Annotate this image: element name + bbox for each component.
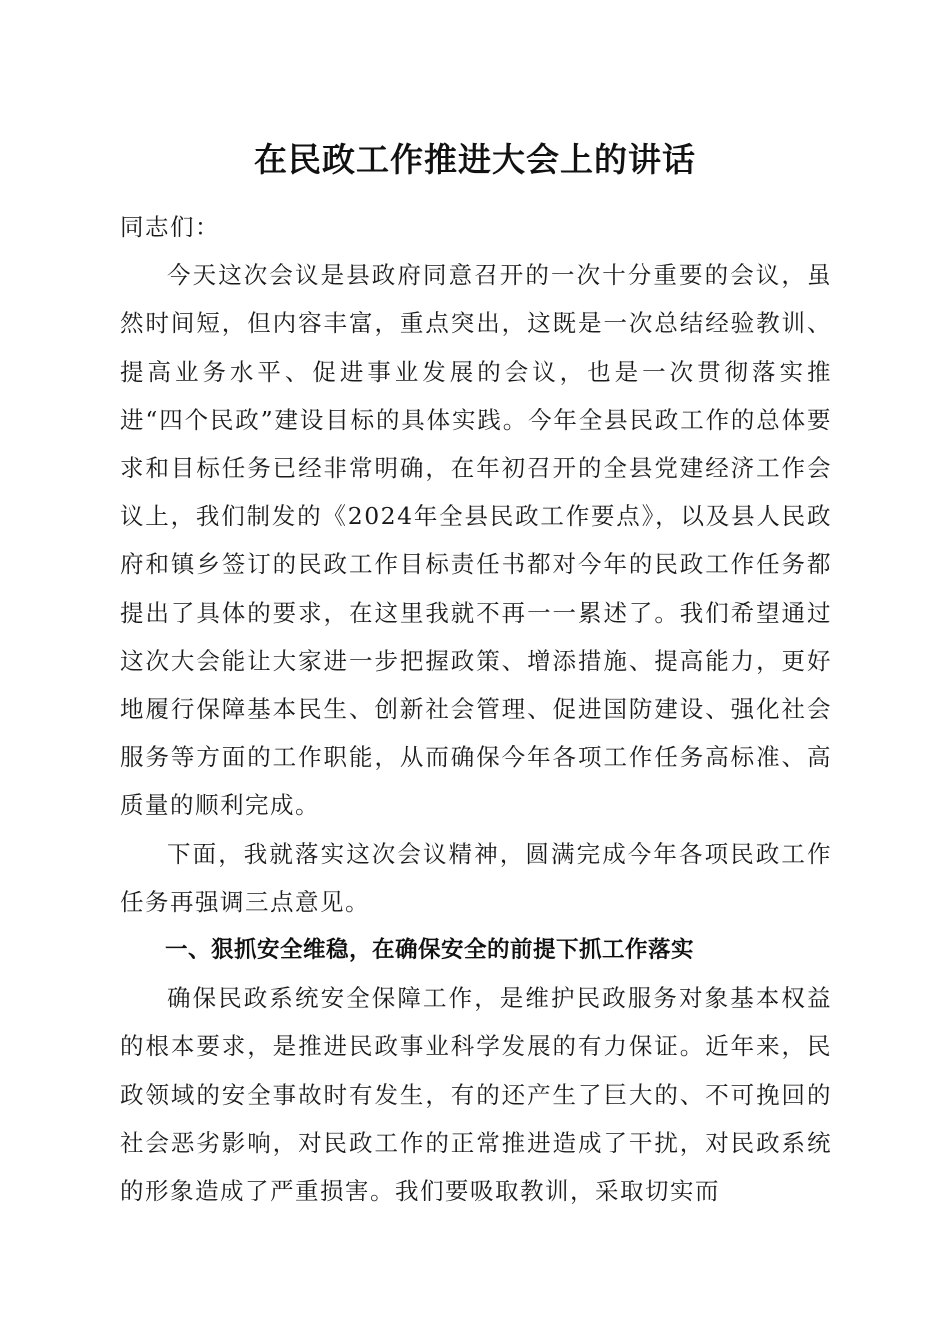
- paragraph-transition: 下面，我就落实这次会议精神，圆满完成今年各项民政工作任务再强调三点意见。: [120, 839, 832, 916]
- document-body: [120, 203, 832, 1215]
- document-title: 在民政工作推进大会上的讲话: [254, 140, 696, 179]
- section-1-paragraph: 确保民政系统安全保障工作，是维护民政服务对象基本权益的根本要求，是推进民政事业科学发展的有力保证。近年来，民政领域的安全事故时有发生，有的还产生了巨大的、不可挽回的社会恶劣影响，对民政工作的正常推进造成了干扰，对民政系统的形象造成了严重损害。我们要吸取教训，采取切实而: [120, 984, 832, 1206]
- salutation: 同志们：: [120, 213, 220, 241]
- section-heading-1: 一、狠抓安全维稳，在确保安全的前提下抓工作落实: [165, 937, 695, 964]
- paragraph-opening: 今天这次会议是县政府同意召开的一次十分重要的会议，虽然时间短，但内容丰富，重点突出，这既是一次总结经验教训、提高业务水平、促进事业发展的会议，也是一次贯彻落实推进“四个民政”建设目标的具体实践。今年全县民政工作的总体要求和目标任务已经非常明确，在年初召开的全县党建经济工作会议上，我们制发的《2024年全县民政工作要点》，以及县人民政府和镇乡签订的民政工作目标责任书都对今年的民政工作任务都提出了具体的要求，在这里我就不再一一累述了。我们希望通过这次大会能让大家进一步把握政策、增添措施、提高能力，更好地履行保障基本民生、创新社会管理、促进国防建设、强化社会服务等方面的工作职能，从而确保今年各项工作任务高标准、高质量的顺利完成。: [120, 261, 832, 820]
